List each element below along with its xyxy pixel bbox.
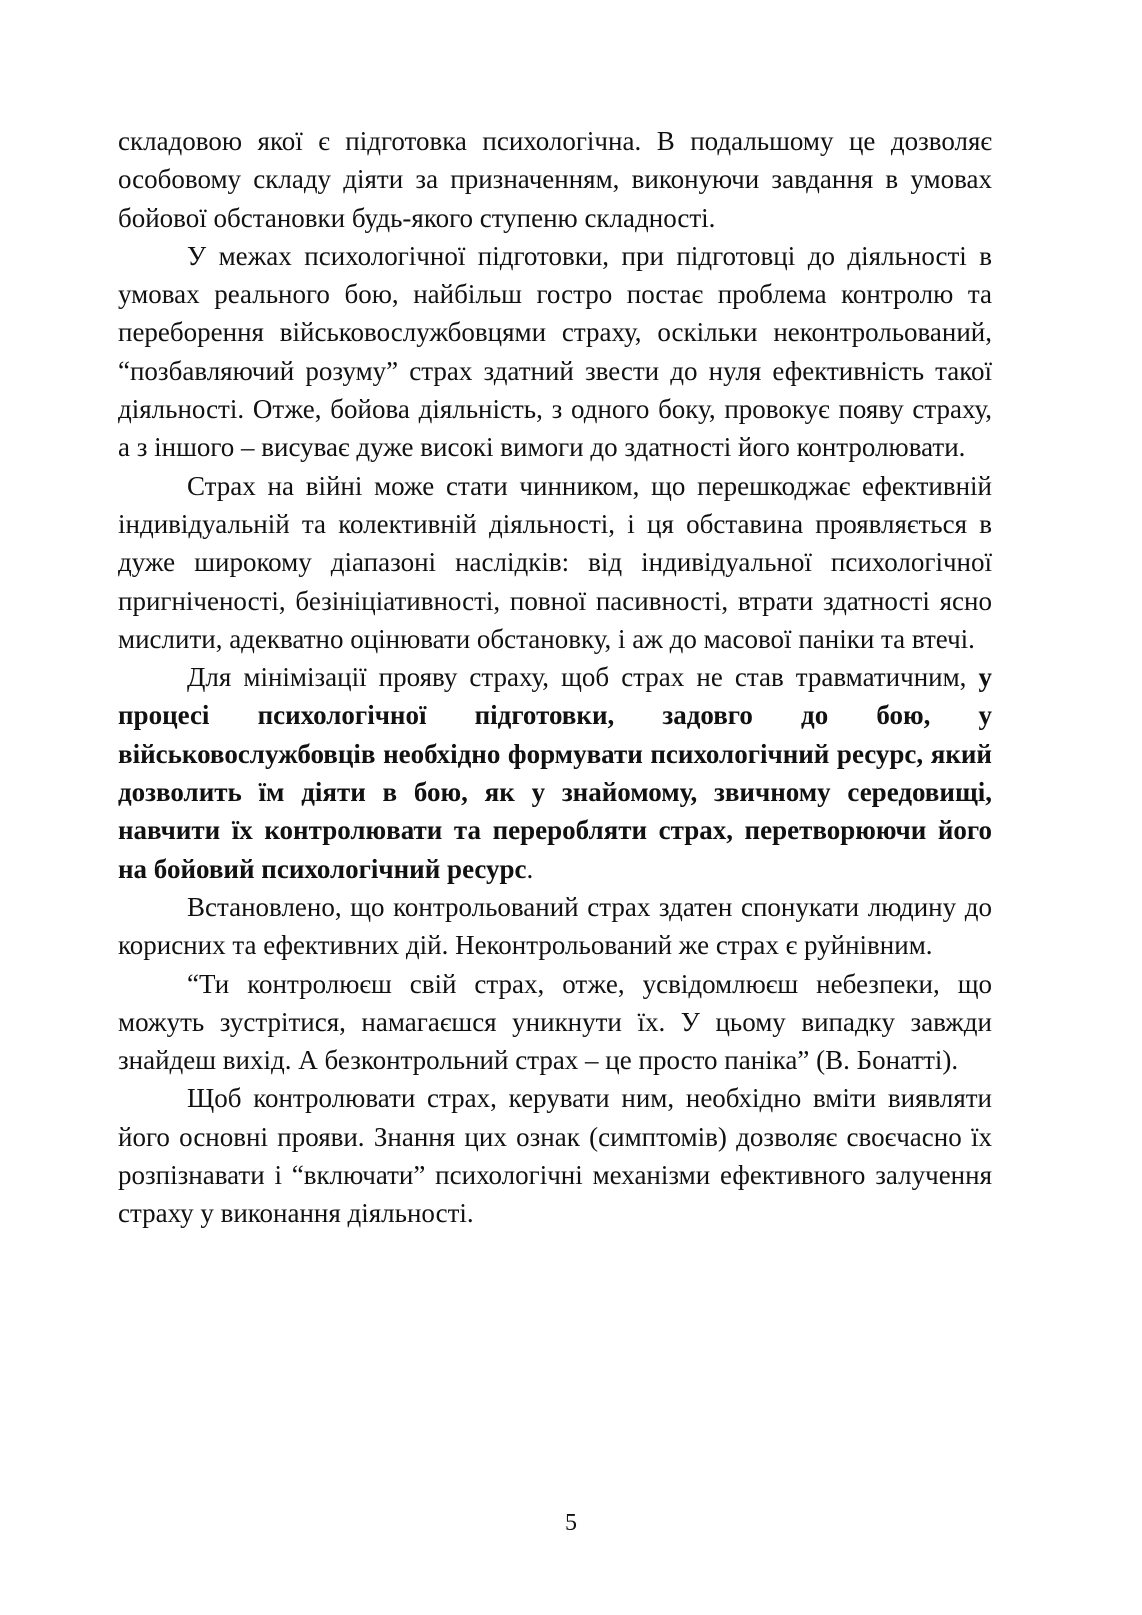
paragraph-minimizing-fear-end: .: [526, 853, 534, 884]
paragraph-bonatti-quote: “Ти контролюєш свій страх, отже, усвідомлюєш небезпеки, що можуть зустрітися, намагаєшся уникнути їх. У цьому випадку завжди знайдеш вихід. А безконтрольний страх – це просто паніка” (В. Бонатті).: [118, 968, 992, 1076]
paragraph-controlled-fear: Встановлено, що контрольований страх здатен спонукати людину до корисних та ефективних дій. Неконтрольований же страх є руйнівним.: [118, 891, 992, 961]
page-number: 5: [565, 1510, 577, 1536]
paragraph-minimizing-fear: [118, 658, 992, 888]
paragraph-fear-in-war: Страх на війні може стати чинником, що перешкоджає ефективній індивідуальній та колективній діяльності, і ця обставина проявляється в дуже широкому діапазоні наслідків: від індивідуальної психологічної пригніченості, безініціативності, повної пасивності, втрати здатності ясно мислити, адекватно оцінювати обстановку, і аж до масової паніки та втечі.: [118, 470, 992, 654]
paragraph-minimizing-fear-plain: Для мінімізації прояву страху, щоб страх не став травматичним,: [187, 662, 979, 693]
document-page: [118, 122, 992, 1233]
paragraph-continuation: складовою якої є підготовка психологічна. В подальшому це дозволяє особовому складу діяти за призначенням, виконуючи завдання в умовах бойової обстановки будь-якого ступеню складності.: [118, 126, 992, 233]
paragraph-fear-symptoms: Щоб контролювати страх, керувати ним, необхідно вміти виявляти його основні прояви. Знання цих ознак (симптомів) дозволяє своєчасно їх розпізнавати і “включати” психологічні механізми ефективного залучення страху у виконання діяльності.: [118, 1083, 992, 1229]
paragraph-minimizing-fear-bold: у процесі психологічної підготовки, задовго до бою, у військовослужбовців необхідно формувати психологічний ресурс, який дозволить їм діяти в бою, як у знайомому, звичному середовищі, навчити їх контролювати та переробляти страх, перетворюючи його на бойовий психологічний ресурс: [118, 662, 992, 884]
paragraph-psychological-preparation: У межах психологічної підготовки, при підготовці до діяльності в умовах реального бою, найбільш гостро постає проблема контролю та переборення військовослужбовцями страху, оскільки неконтрольований, “позбавляючий розуму” страх здатний звести до нуля ефективність такої діяльності. Отже, бойова діяльність, з одного боку, провокує появу страху, а з іншого – висуває дуже високі вимоги до здатності його контролювати.: [118, 240, 992, 463]
